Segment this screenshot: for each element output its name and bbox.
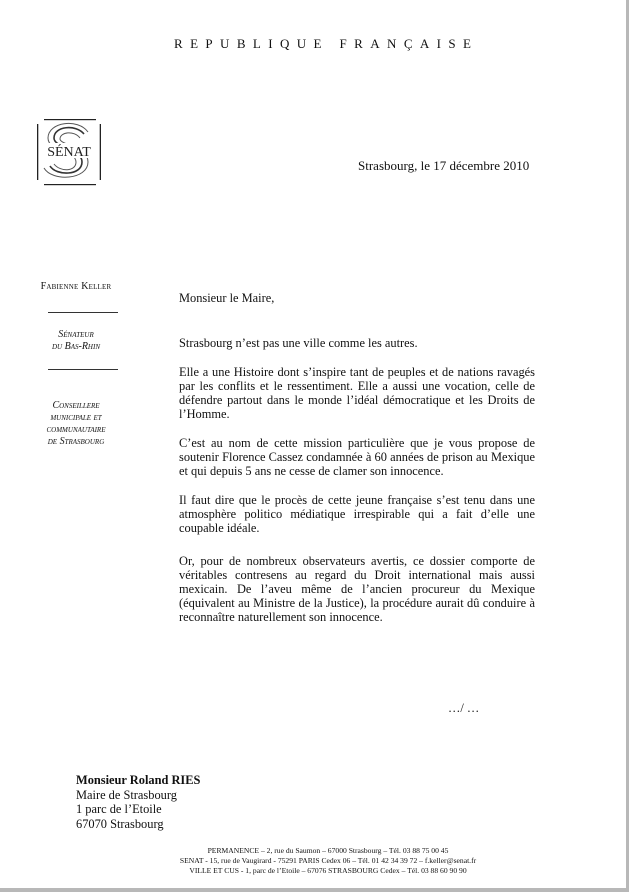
council-line1: Conseillere xyxy=(52,400,100,411)
sender-role-line1: Sénateur xyxy=(58,329,94,340)
recipient-city: 67070 Strasbourg xyxy=(76,816,164,831)
recipient-street: 1 parc de l’Etoile xyxy=(76,802,162,816)
sidebar-divider xyxy=(48,369,118,370)
sender-name: Fabienne Keller xyxy=(40,281,112,292)
letter-salutation: Monsieur le Maire, xyxy=(179,291,275,305)
council-line2: municipale et xyxy=(50,412,102,423)
sidebar-divider xyxy=(48,312,118,313)
recipient-title: Maire de Strasbourg xyxy=(76,787,177,802)
letter-date: Strasbourg, le 17 décembre 2010 xyxy=(358,158,530,173)
sender-council xyxy=(30,400,122,448)
letter-paragraph: Elle a une Histoire dont s’inspire tant de peuples et de nations ravagés par les conflits et le ressentiment. Elle a aussi une vocation, celle de défendre partout dans le monde l’idéal démocratique et les Droits de l’Homme. xyxy=(179,365,535,421)
page-edge-bottom xyxy=(0,888,629,892)
continuation-mark: …/ … xyxy=(448,701,480,715)
council-line4: de Strasbourg xyxy=(47,436,105,447)
footer-line1: PERMANENCE – 2, rue du Saumon – 67000 Strasbourg – Tél. 03 88 75 00 45 xyxy=(207,846,449,855)
recipient-name: Monsieur Roland RIES xyxy=(76,773,201,787)
recipient-address xyxy=(76,773,200,831)
council-line3: communautaire xyxy=(46,424,106,435)
header-title: REPUBLIQUE FRANÇAISE xyxy=(174,36,479,51)
sender-role-line2: du Bas-Rhin xyxy=(52,341,100,352)
letter-paragraph: Il faut dire que le procès de cette jeune française s’est tenu dans une atmosphère politico médiatique irrespirable qui a fait d’elle une coupable idéale. xyxy=(179,493,535,535)
letter-paragraph: C’est au nom de cette mission particulière que je vous propose de soutenir Florence Cassez condamnée à 60 années de prison au Mexique et qui depuis 5 ans ne cesse de clamer son innocence. xyxy=(179,436,535,478)
footer-line2: SENAT - 15, rue de Vaugirard - 75291 PARIS Cedex 06 – Tél. 01 42 34 39 72 – f.keller@senat.fr xyxy=(179,856,477,865)
senat-logo-icon xyxy=(36,118,102,186)
logo-text: SÉNAT xyxy=(47,145,91,160)
letter-footer xyxy=(150,846,506,876)
letter-paragraph: Or, pour de nombreux observateurs avertis, ce dossier comporte de véritables contresens au regard du Droit international mais aussi mexicain. De l’aveu même de l’ancien procureur du Mexique (équivalent au Ministre de la Justice), la procédure aurait dû conduire à reconnaître naturellement son innocence. xyxy=(179,554,535,624)
letter-paragraph: Strasbourg n’est pas une ville comme les autres. xyxy=(179,336,418,350)
sender-role xyxy=(30,329,122,353)
footer-line3: VILLE ET CUS - 1, parc de l’Etoile – 67076 STRASBOURG Cedex – Tél. 03 88 60 90 90 xyxy=(189,866,467,875)
